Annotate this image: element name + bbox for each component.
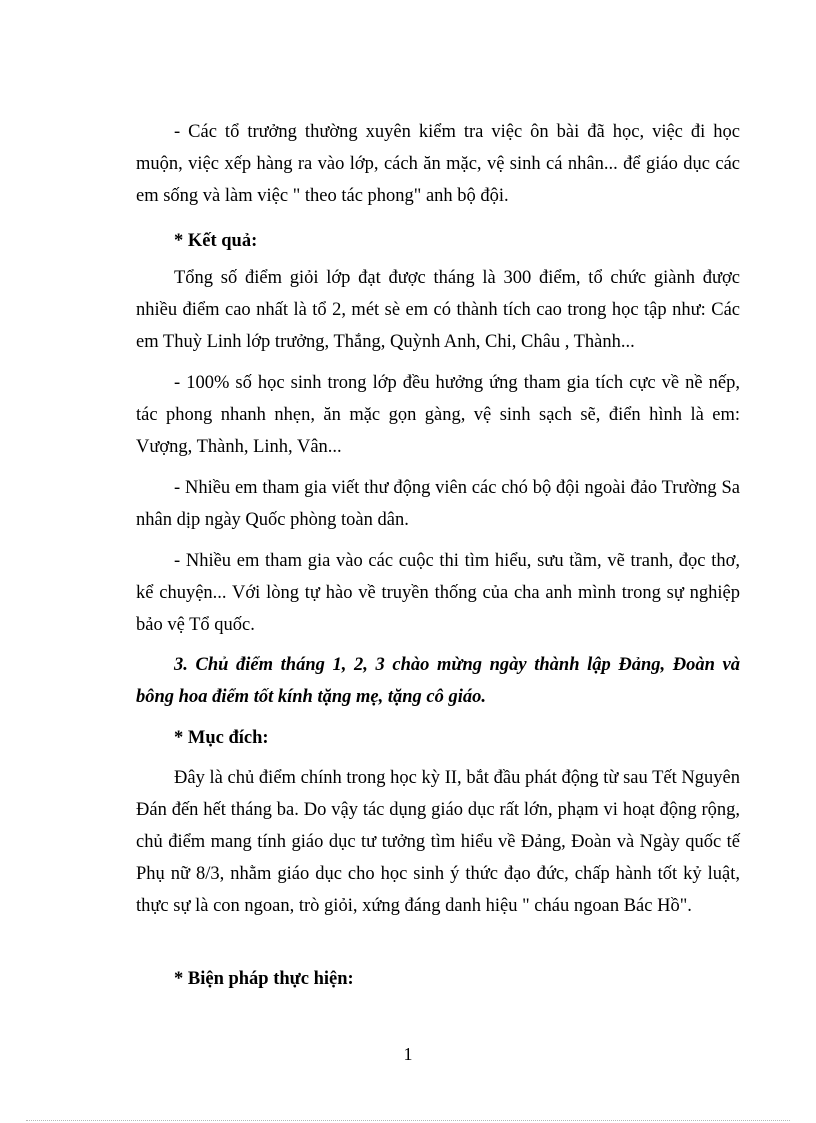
paragraph-contests: - Nhiều em tham gia vào các cuộc thi tìm hiểu, sưu tầm, vẽ tranh, đọc thơ, kể chuyện... Với lòng tự hào về truyền thống của cha anh mình trong sự nghiệp bảo vệ Tổ quốc. [136, 551, 740, 635]
section-title-theme-3: 3. Chủ điểm tháng 1, 2, 3 chào mừng ngày thành lập Đảng, Đoàn và bông hoa điểm tốt kính tặng mẹ, tặng cô giáo. [136, 655, 740, 707]
paragraph-team-leaders: - Các tổ trưởng thường xuyên kiểm tra việc ôn bài đã học, việc đi học muộn, việc xếp hàng ra vào lớp, cách ăn mặc, vệ sinh cá nhân... để giáo dục các em sống và làm việc " theo tác phong" anh bộ đội. [136, 122, 740, 206]
heading-purpose: * Mục đích: [174, 728, 269, 748]
page-bottom-divider [26, 1120, 790, 1121]
heading-results: * Kết quả: [174, 231, 258, 251]
paragraph-letters: - Nhiều em tham gia viết thư động viên các chó bộ đội ngoài đảo Trường Sa nhân dịp ngày Quốc phòng toàn dân. [136, 478, 740, 530]
page-number: 1 [403, 1044, 413, 1064]
paragraph-score-total: Tổng số điểm giỏi lớp đạt được tháng là 300 điểm, tổ chức giành được nhiều điểm cao nhất là tổ 2, mét sè em có thành tích cao trong học tập như: Các em Thuỳ Linh lớp trưởng, Thắng, Quỳnh Anh, Chi, Châu , Thành... [136, 268, 740, 352]
heading-implementation: * Biện pháp thực hiện: [174, 969, 354, 989]
paragraph-purpose: Đây là chủ điểm chính trong học kỳ II, bắt đầu phát động từ sau Tết Nguyên Đán đến hết tháng ba. Do vậy tác dụng giáo dục rất lớn, phạm vi hoạt động rộng, chủ điểm mang tính giáo dục tư tưởng tìm hiểu về Đảng, Đoàn và Ngày quốc tế Phụ nữ 8/3, nhằm giáo dục cho học sinh ý thức đạo đức, chấp hành tốt kỷ luật, thực sự là con ngoan, trò giỏi, xứng đáng danh hiệu " cháu ngoan Bác Hồ". [136, 768, 740, 916]
paragraph-participation: - 100% số học sinh trong lớp đều hưởng ứng tham gia tích cực về nề nếp, tác phong nhanh nhẹn, ăn mặc gọn gàng, vệ sinh sạch sẽ, điển hình là em: Vượng, Thành, Linh, Vân... [136, 373, 740, 457]
